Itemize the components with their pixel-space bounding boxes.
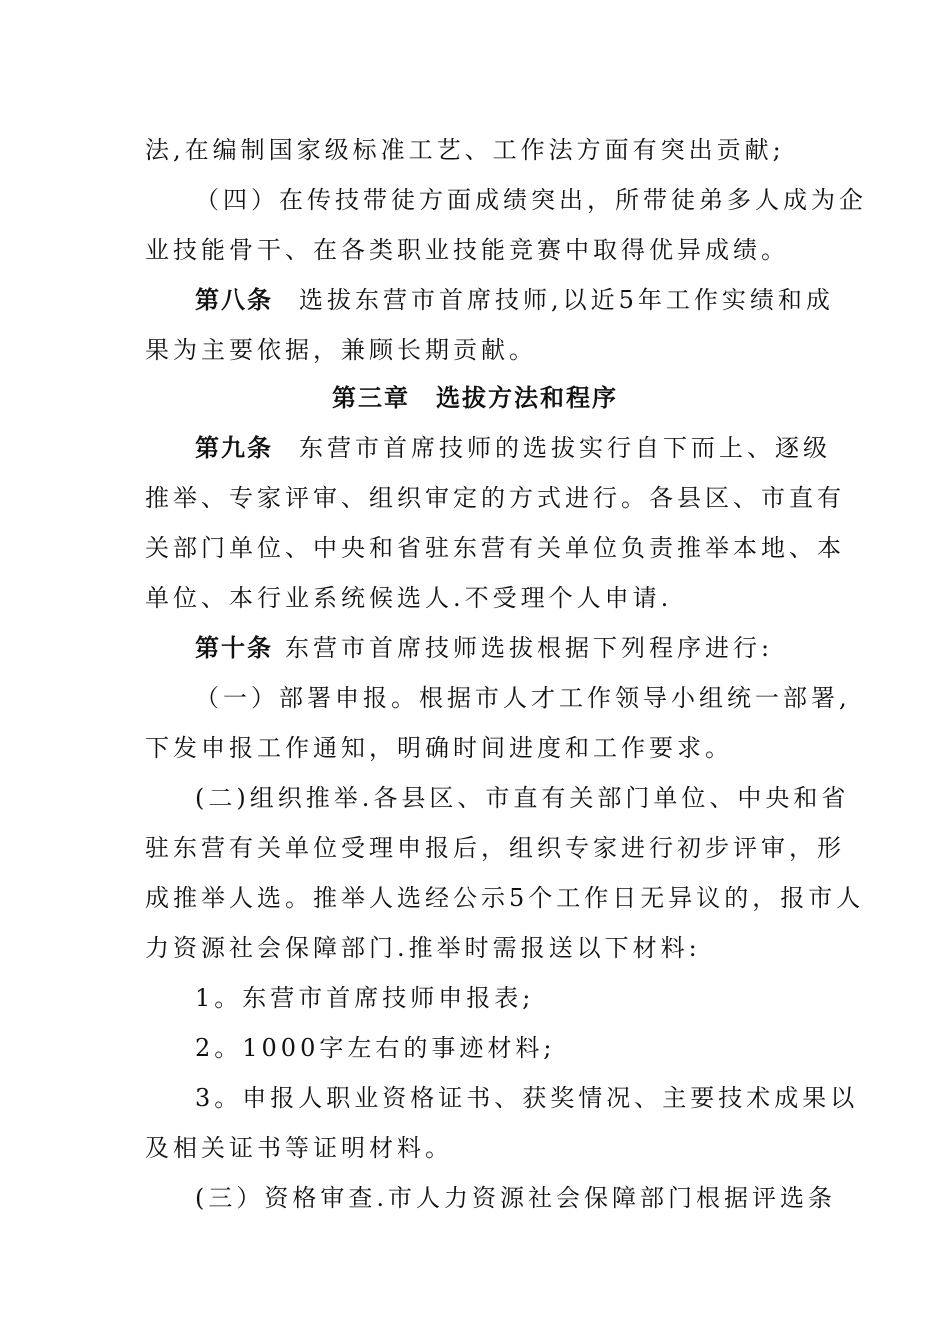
- article-10-line: [195, 633, 773, 663]
- list-item: 1。东营市首席技师申报表;: [195, 984, 535, 1012]
- chapter-label: 第三章: [332, 384, 410, 412]
- article-label: 第八条: [195, 286, 273, 314]
- text-line: （四）在传技带徒方面成绩突出，所带徒弟多人成为企: [195, 186, 867, 214]
- article-label: 第十条: [195, 634, 273, 662]
- text-line: 驻东营有关单位受理申报后，组织专家进行初步评审，形: [145, 834, 845, 862]
- text-line: 东营市首席技师选拔根据下列程序进行:: [285, 634, 774, 662]
- text-line: （一）部署申报。根据市人才工作领导小组统一部署,: [195, 684, 851, 712]
- text-line: (二)组织推举.各县区、市直有关部门单位、中央和省: [195, 784, 850, 812]
- text-line: 果为主要依据，兼顾长期贡献。: [145, 336, 537, 364]
- text-line: 单位、本行业系统候选人.不受理个人申请.: [145, 584, 673, 612]
- article-9-line: [195, 433, 831, 463]
- text-line: 及相关证书等证明材料。: [145, 1134, 453, 1162]
- text-line: 法,在编制国家级标准工艺、工作法方面有突出贡献;: [145, 136, 785, 164]
- text-line: 选拔东营市首席技师,以近5年工作实绩和成: [299, 286, 834, 314]
- text-line: 推举、专家评审、组织审定的方式进行。各县区、市直有: [145, 484, 845, 512]
- text-line: 关部门单位、中央和省驻东营有关单位负责推举本地、本: [145, 534, 845, 562]
- text-line: 力资源社会保障部门.推举时需报送以下材料:: [145, 934, 701, 962]
- list-item: 2。1000字左右的事迹材料;: [195, 1034, 556, 1062]
- text-line: (三）资格审查.市人力资源社会保障部门根据评选条: [195, 1184, 836, 1212]
- article-8-line: [195, 285, 834, 315]
- text-line: 成推举人选。推举人选经公示5个工作日无异议的，报市人: [145, 884, 865, 912]
- chapter-title: 选拔方法和程序: [436, 384, 618, 412]
- text-line: 东营市首席技师的选拔实行自下而上、逐级: [299, 434, 831, 462]
- article-label: 第九条: [195, 434, 273, 462]
- text-line: 业技能骨干、在各类职业技能竞赛中取得优异成绩。: [145, 236, 789, 264]
- list-item: 3。申报人职业资格证书、获奖情况、主要技术成果以: [195, 1084, 859, 1112]
- chapter-heading: [0, 383, 950, 413]
- text-line: 下发申报工作通知，明确时间进度和工作要求。: [145, 734, 733, 762]
